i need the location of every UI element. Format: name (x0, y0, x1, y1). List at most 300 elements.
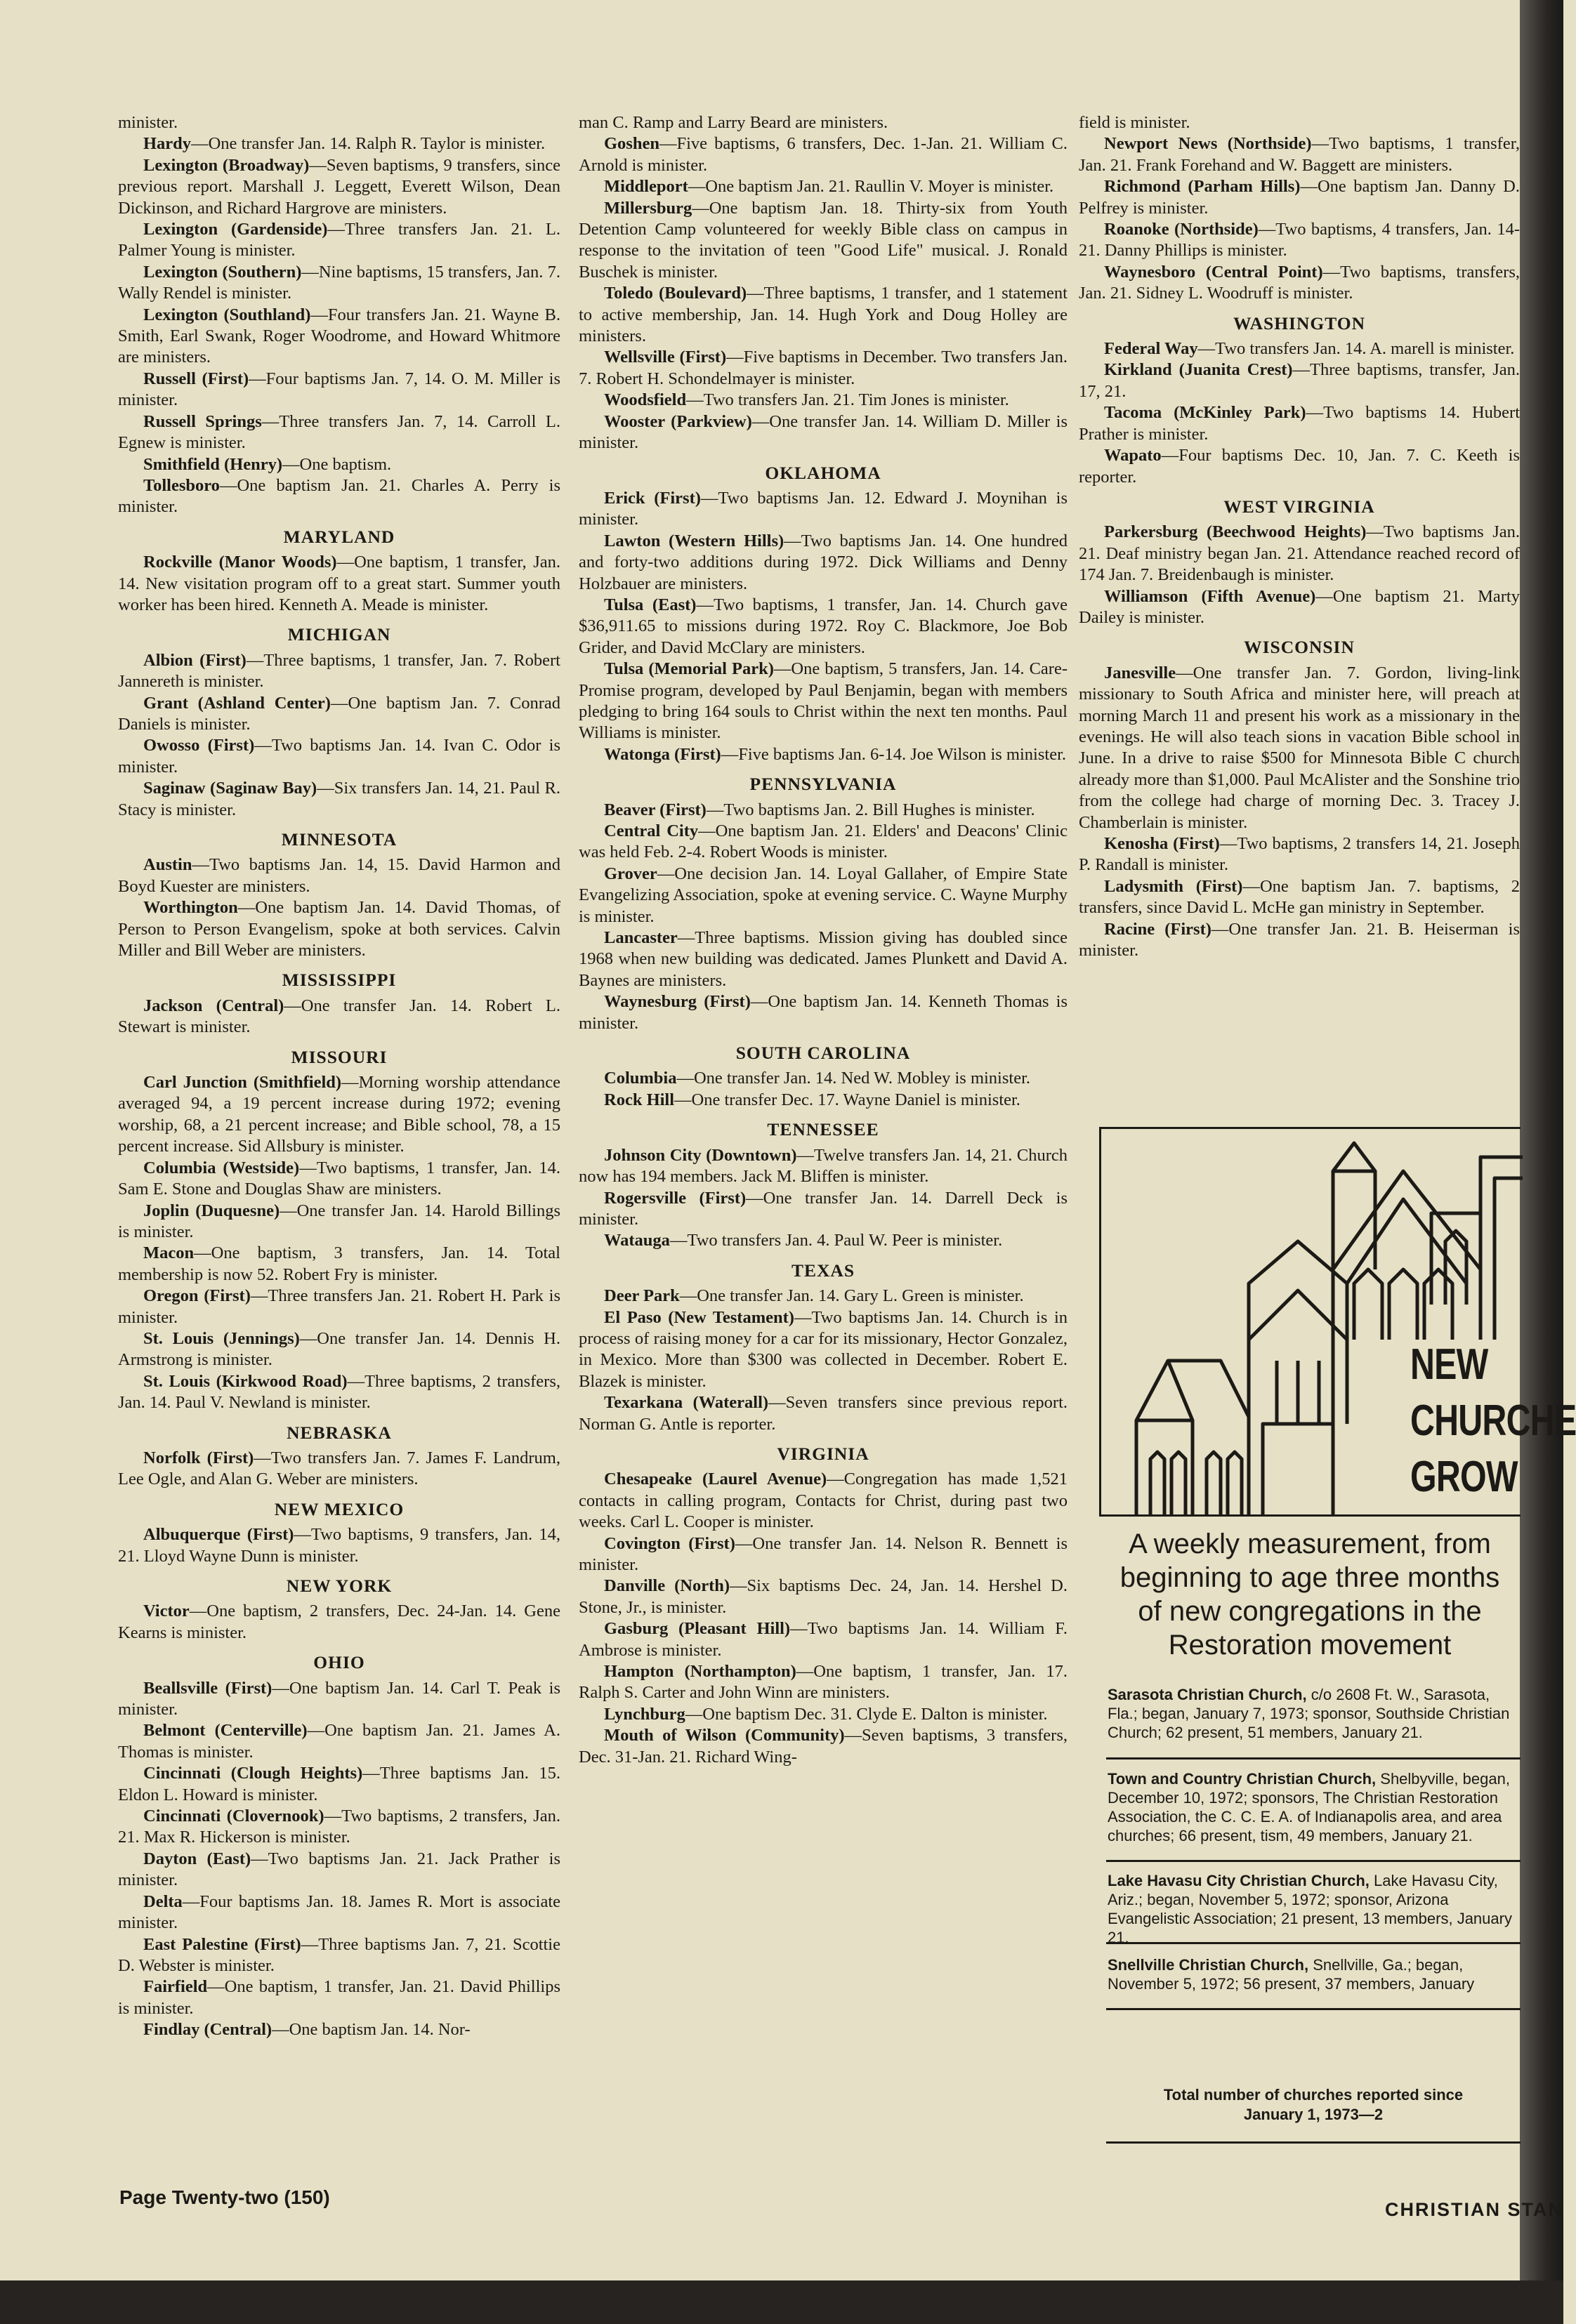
church-report (118, 1243, 560, 1286)
church-name: Belmont (Centerville) (143, 1721, 308, 1741)
church-name: Owosso (First) (143, 736, 255, 755)
church-report (579, 1704, 1068, 1725)
report-text: —One baptism Jan. 14. Nor- (272, 2020, 471, 2040)
church-name: Columbia (Westside) (143, 1158, 300, 1177)
ad-title-line-2: CHURCHE (1410, 1397, 1576, 1445)
ad-divider (1106, 2141, 1521, 2144)
report-text: —One baptism Jan. 14. David Thomas, of Person to Person Evangelism, spoke at both services. Calvin Miller and Bill Weber are ministers. (118, 898, 560, 960)
report-text: —Three transfers Jan. 21. L. Palmer Young is minister. (118, 220, 560, 260)
church-report (118, 1763, 560, 1806)
church-name: Macon (143, 1243, 195, 1263)
ad-divider (1106, 2008, 1521, 2010)
report-text: —Three baptisms, 2 transfers, Jan. 14. Paul V. Newland is minister. (118, 1371, 560, 1413)
report-text: —Seven transfers since previous report. Norman G. Antle is reporter. (579, 1393, 1068, 1434)
church-report (118, 1891, 560, 1934)
church-name: Federal Way (1104, 339, 1198, 359)
report-text: —Three baptisms Jan. 15. Eldon L. Howard is minister. (118, 1764, 560, 1804)
church-name: Lexington (Southern) (143, 262, 302, 282)
ad-church-name: Lake Havasu City Christian Church, (1108, 1872, 1370, 1889)
report-text: —One transfer Jan. 14. Nelson R. Bennett is minister. (579, 1533, 1068, 1574)
church-report (118, 305, 560, 369)
new-churches-advertisement (1099, 1127, 1576, 2166)
report-text: —Two baptisms, 2 transfers 14, 21. Joseph P. Randall is minister. (1079, 834, 1521, 875)
church-report (579, 744, 1068, 765)
state-heading: TENNESSEE (767, 1119, 879, 1140)
church-name: Saginaw (Saginaw Bay) (143, 779, 317, 798)
report-text: —One baptism Jan. 18. Thirty-six from Youth Detention Camp volunteered for weekly Bible class on campus in response to the invitation of teen "Good Life" musical. J. Ronald Buschek is minister. (579, 198, 1068, 282)
church-report (118, 552, 560, 616)
church-report (579, 1576, 1068, 1618)
report-text: —Three baptisms, 1 transfer, and 1 statement to active membership, Jan. 14. Hugh York and Doug Holley are ministers. (579, 284, 1068, 346)
report-text: —One baptism Dec. 31. Clyde E. Dalton is minister. (685, 1704, 1048, 1724)
report-text: —Three baptisms Jan. 7, 21. Scottie D. Webster is minister. (118, 1934, 560, 1975)
church-report (579, 198, 1068, 284)
church-report (1079, 359, 1520, 402)
church-name: Russell Springs (143, 411, 262, 431)
report-text: —One transfer Jan. 14. Gary L. Green is minister. (679, 1286, 1024, 1306)
church-name: Lawton (Western Hills) (604, 531, 784, 550)
church-name: Ladysmith (First) (1104, 876, 1243, 896)
church-name: Millersburg (604, 198, 692, 218)
state-heading: MISSISSIPPI (282, 970, 397, 991)
church-report (1079, 445, 1520, 488)
church-name: Grover (604, 864, 657, 883)
church-report (579, 1090, 1068, 1111)
report-text: —One decision Jan. 14. Loyal Gallaher, of Empire State Evangelizing Association, spoke at evening service. C. Wayne Murphy is minister. (579, 864, 1068, 926)
page-number: Page Twenty-two (150) (119, 2186, 330, 2208)
state-heading: VIRGINIA (777, 1443, 869, 1464)
church-name: Texarkana (Waterall) (604, 1393, 769, 1413)
report-text: —Five baptisms Jan. 6-14. Joe Wilson is minister. (721, 744, 1066, 764)
church-name: Middleport (604, 177, 688, 197)
state-heading: NEW MEXICO (274, 1498, 405, 1519)
binding-edge (1520, 0, 1563, 2324)
church-name: Rockville (Manor Woods) (143, 553, 337, 572)
report-text: —Two baptisms Jan. 2. Bill Hughes is minister. (706, 800, 1035, 819)
report-text: —One transfer Jan. 14. Ned W. Mobley is minister. (676, 1069, 1031, 1088)
church-name: Norfolk (First) (143, 1448, 254, 1467)
report-text: —Two transfers Jan. 21. Tim Jones is minister. (686, 390, 1009, 410)
church-name: Worthington (143, 898, 238, 918)
church-name: Lexington (Broadway) (143, 155, 310, 175)
report-text: —Morning worship attendance averaged 94, a 19 percent increase during 1972; evening worship, 68, a 21 percent increase; and Bible school, 78, a 15 percent increase. Sid Allsbury is minister. (118, 1073, 560, 1156)
church-report (1079, 833, 1520, 876)
church-name: Beallsville (First) (143, 1678, 272, 1698)
report-text: —Five baptisms, 6 transfers, Dec. 1-Jan. 21. William C. Arnold is minister. (579, 134, 1068, 175)
church-name: Kenosha (First) (1104, 834, 1220, 853)
report-text: —One baptism Jan. 14. Carl T. Peak is minister. (118, 1678, 560, 1719)
state-heading: MINNESOTA (281, 829, 398, 850)
state-heading: WASHINGTON (1233, 312, 1366, 334)
church-report (579, 1469, 1068, 1533)
report-text: —One baptism, 3 transfers, Jan. 14. Total membership is now 52. Robert Fry is minister. (118, 1243, 560, 1284)
ad-title-line-3: GROW (1410, 1453, 1518, 1501)
church-report (579, 488, 1068, 531)
report-text: —Two baptisms, 9 transfers, Jan. 14, 21. Lloyd Wayne Dunn is minister. (118, 1525, 561, 1566)
church-name: Goshen (604, 134, 659, 154)
church-name: Lexington (Southland) (143, 305, 311, 324)
church-name: Joplin (Duquesne) (143, 1201, 280, 1220)
column-1 (118, 112, 560, 2134)
church-report (118, 1371, 560, 1414)
church-name: Cincinnati (Clough Heights) (143, 1764, 363, 1783)
church-report (118, 1720, 560, 1763)
report-text: —Nine baptisms, 15 transfers, Jan. 7. Wally Rendel is minister. (118, 262, 560, 303)
ad-church-name: Snellville Christian Church, (1108, 1956, 1309, 1974)
ad-total-count: Total number of churches reported since January 1, 1973—2 (1163, 2086, 1464, 2123)
church-report (1079, 586, 1520, 629)
church-name: Jackson (Central) (143, 996, 284, 1015)
ad-church-details: c/o 2608 Ft. W., Sarasota, Fla.; began, January 7, 1973; sponsor, Southside Christian Church; 62 present, 51 members, January 21. (1108, 1686, 1510, 1741)
church-name: Rogersville (First) (604, 1188, 747, 1208)
report-text: —Two baptisms Jan. 21. Jack Prather is minister. (118, 1849, 560, 1890)
church-report (579, 112, 1068, 133)
church-report (118, 1328, 560, 1371)
report-text: —Five baptisms in December. Two transfers Jan. 7. Robert H. Schondelmayer is minister. (579, 348, 1068, 388)
report-text: —Two baptisms Jan. 14, 15. David Harmon and Boyd Kuester are ministers. (118, 855, 560, 896)
report-text: —One baptism Jan. 21. Charles A. Perry is minister. (118, 475, 560, 517)
church-report (579, 927, 1068, 991)
church-report (1079, 262, 1520, 305)
church-report (1079, 112, 1520, 133)
church-name: Wellsville (First) (604, 348, 727, 367)
report-text: —One baptism, 5 transfers, Jan. 14. Care-Promise program, developed by Paul Benjamin, began with members pledging to bring 164 souls to Christ within the next ten months. Paul Williams is minister. (579, 659, 1068, 743)
report-text: —Two baptisms, 1 transfer, Jan. 14. Church gave $36,911.65 to missions during 1972. Roy C. Blackmore, Joe Bob Grider, and David McClary are ministers. (579, 595, 1068, 657)
state-heading: WISCONSIN (1244, 637, 1355, 658)
church-report (118, 411, 560, 454)
church-name: Hardy (143, 134, 192, 154)
church-report (579, 1068, 1068, 1089)
church-name: Tollesboro (143, 475, 220, 495)
church-name: Tulsa (East) (604, 595, 697, 614)
ad-title-line-1: NEW (1410, 1340, 1488, 1389)
church-name: Johnson City (Downtown) (604, 1145, 797, 1165)
church-name: Wooster (Parkview) (604, 411, 752, 431)
church-report (118, 1072, 560, 1158)
report-text: —Two baptisms Jan. 14. Ivan C. Odor is minister. (118, 736, 560, 777)
ad-church-entry (1108, 1685, 1522, 1748)
church-report (118, 1286, 560, 1328)
church-report (1079, 876, 1520, 919)
church-name: Wapato (1104, 446, 1162, 466)
church-report (1079, 133, 1520, 176)
ad-divider (1106, 1757, 1521, 1759)
church-name: Fairfield (143, 1977, 208, 1997)
church-name: Watauga (604, 1231, 670, 1250)
report-text: —One baptism, 1 transfer, Jan. 21. David Phillips is minister. (118, 1977, 560, 2018)
report-text: —Four baptisms Dec. 10, Jan. 7. C. Keeth is reporter. (1079, 446, 1520, 487)
church-name: Central City (604, 821, 699, 840)
church-name: Smithfield (Henry) (143, 454, 283, 474)
state-heading: NEBRASKA (287, 1422, 392, 1443)
report-text: —Two transfers Jan. 14. A. marell is minister. (1197, 339, 1515, 359)
report-text: —Two baptisms Jan. 14. One hundred and forty-two additions during 1972. Dick Williams and Denny Holzbauer are ministers. (579, 531, 1068, 593)
church-name: Williamson (Fifth Avenue) (1104, 586, 1316, 606)
report-text: —Two baptisms, 1 transfer, Jan. 21. Frank Forehand and W. Baggett are ministers. (1079, 134, 1520, 175)
report-text: —One baptism, 2 transfers, Dec. 24-Jan. 14. Gene Kearns is minister. (118, 1602, 560, 1642)
report-text: —Twelve transfers Jan. 14, 21. Church now has 194 members. Jack M. Bliffen is minister. (579, 1145, 1068, 1187)
church-report (118, 897, 560, 961)
report-text: —Three baptisms, transfer, Jan. 17, 21. (1079, 360, 1520, 401)
ad-divider (1106, 1860, 1521, 1862)
state-heading: MISSOURI (291, 1046, 388, 1067)
ad-church-entry (1108, 1769, 1522, 1852)
state-heading: TEXAS (791, 1260, 855, 1281)
scan-border (0, 2280, 1563, 2324)
church-report (579, 411, 1068, 454)
state-heading: NEW YORK (286, 1576, 393, 1596)
church-name: St. Louis (Jennings) (143, 1328, 300, 1348)
publication-name: CHRISTIAN STAN (1385, 2199, 1563, 2220)
state-heading: MICHIGAN (287, 624, 391, 645)
report-text: —Two baptisms, 4 transfers, Jan. 14-21. Danny Phillips is minister. (1079, 220, 1520, 260)
church-report (118, 155, 560, 219)
report-text: —One transfer Jan. 14. Ralph R. Taylor is minister. (191, 134, 546, 154)
church-report (118, 1849, 560, 1891)
church-report (579, 176, 1068, 197)
church-report (579, 1286, 1068, 1307)
church-name: Roanoke (Northside) (1104, 220, 1259, 239)
church-name: Beaver (First) (604, 800, 707, 819)
ad-tagline-line: beginning to age three months (1119, 1562, 1500, 1593)
church-report (118, 262, 560, 305)
ad-church-details: Snellville, Ga.; began, November 5, 1972; 56 present, 37 members, January (1108, 1956, 1475, 1993)
report-text: —Seven baptisms, 9 transfers, since previous report. Marshall J. Leggett, Everett Wilson, Dean Dickinson, and Richard Hargrove are ministers. (118, 155, 560, 218)
church-name: Gasburg (Pleasant Hill) (604, 1619, 791, 1639)
church-report (118, 1524, 560, 1567)
report-text: —Two baptisms, transfers, Jan. 21. Sidney L. Woodruff is minister. (1079, 262, 1520, 303)
report-text: —Two baptisms Jan. 14. Church is in process of raising money for a car for its missionary, Hector Gonzalez, in Mexico. More than $300 was collected in December. Robert E. Blazek is minister. (579, 1307, 1068, 1391)
report-text: —One baptism Jan. 14. Kenneth Thomas is minister. (579, 992, 1068, 1033)
report-text: —One baptism, 1 transfer, Jan. 17. Ralph S. Carter and John Winn are ministers. (579, 1662, 1068, 1703)
report-text: —Four transfers Jan. 21. Wayne B. Smith, Earl Swank, Roger Woodrome, and Howard Whitmore are ministers. (118, 305, 560, 367)
report-text: —One baptism Jan. 7. baptisms, 2 transfers, since David L. McHe gan ministry in September. (1079, 876, 1520, 918)
report-text: —Two baptisms Jan. 12. Edward J. Moynihan is minister. (579, 488, 1068, 529)
church-name: Russell (First) (143, 369, 249, 388)
church-report (579, 1725, 1068, 1768)
ad-church-name: Town and Country Christian Church, (1108, 1770, 1377, 1788)
report-text: —One transfer Jan. 14. Robert L. Stewart is minister. (118, 996, 560, 1037)
report-text: —Two baptisms Jan. 21. Deaf ministry began Jan. 21. Attendance reached record of 174 Jan. 7. Breidenbaugh is minister. (1079, 522, 1520, 585)
report-text: —Seven baptisms, 3 transfers, Dec. 31-Jan. 21. Richard Wing- (579, 1726, 1068, 1767)
church-report (1079, 402, 1520, 445)
church-report (118, 1448, 560, 1491)
report-text: —One baptism Jan. 21. Elders' and Deacons' Clinic was held Feb. 2-4. Robert Woods is minister. (579, 821, 1068, 862)
state-heading: PENNSYLVANIA (749, 774, 897, 795)
church-report (579, 821, 1068, 864)
church-name: Dayton (East) (143, 1849, 251, 1868)
report-text: —Four baptisms Jan. 7, 14. O. M. Miller is minister. (118, 369, 560, 410)
church-report (1079, 338, 1520, 359)
report-text: —One baptism Jan. 7. Conrad Daniels is minister. (118, 693, 560, 734)
ad-artwork-frame (1099, 1127, 1576, 1517)
church-report (118, 735, 560, 778)
church-name: Richmond (Parham Hills) (1104, 177, 1301, 197)
state-heading: OKLAHOMA (765, 462, 881, 483)
ad-church-details: Lake Havasu City, Ariz.; began, November 5, 1972; sponsor, Arizona Evangelistic Association; 21 present, 13 members, January 21. (1108, 1872, 1512, 1946)
ad-tagline-line: of new congregations in the (1138, 1596, 1482, 1627)
church-report (579, 531, 1068, 595)
column-3 (1079, 112, 1520, 1151)
church-report (118, 454, 560, 475)
report-text: man C. Ramp and Larry Beard are ministers. (579, 113, 888, 132)
church-report (118, 133, 560, 154)
church-name: Deer Park (604, 1286, 680, 1306)
report-text: minister. (118, 113, 178, 132)
church-report (1079, 219, 1520, 262)
report-text: —Two transfers Jan. 7. James F. Landrum, Lee Ogle, and Alan G. Weber are ministers. (118, 1448, 560, 1489)
report-text: —One transfer Jan. 14. Darrell Deck is minister. (579, 1188, 1068, 1229)
report-text: —One baptism. (282, 454, 392, 474)
church-report (1079, 522, 1520, 586)
church-report (579, 864, 1068, 927)
church-report (579, 1145, 1068, 1188)
church-name: Woodsfield (604, 390, 687, 410)
church-name: Findlay (Central) (143, 2020, 272, 2040)
report-text: —One baptism Jan. 21. Raullin V. Moyer is minister. (688, 177, 1054, 197)
church-name: Rock Hill (604, 1090, 675, 1109)
report-text: —One transfer Jan. 14. William D. Miller is minister. (579, 411, 1068, 453)
church-name: Lancaster (604, 928, 678, 948)
church-report (118, 1976, 560, 2019)
state-heading: SOUTH CAROLINA (735, 1043, 911, 1064)
church-report (118, 1806, 560, 1849)
church-report (118, 1201, 560, 1243)
column-2 (579, 112, 1068, 2134)
state-heading: MARYLAND (283, 526, 395, 547)
church-name: St. Louis (Kirkwood Road) (143, 1371, 348, 1391)
report-text: —Three transfers Jan. 21. Robert H. Park is minister. (118, 1286, 560, 1327)
church-report (118, 1601, 560, 1644)
church-report (118, 778, 560, 821)
church-name: Chesapeake (Laurel Avenue) (604, 1470, 827, 1489)
church-report (579, 133, 1068, 176)
church-report (579, 991, 1068, 1034)
church-report (579, 1392, 1068, 1435)
church-name: Mouth of Wilson (Community) (604, 1726, 845, 1745)
church-report (118, 369, 560, 411)
church-name: Delta (143, 1891, 183, 1911)
church-name: Lexington (Gardenside) (143, 220, 328, 239)
report-text: —Two transfers Jan. 4. Paul W. Peer is minister. (669, 1231, 1003, 1250)
church-name: Albion (First) (143, 650, 247, 670)
church-report (118, 996, 560, 1038)
church-name: Newport News (Northside) (1104, 134, 1312, 154)
state-heading: WEST VIRGINIA (1223, 496, 1375, 517)
church-name: Carl Junction (Smithfield) (143, 1073, 342, 1092)
church-name: Watonga (First) (604, 744, 721, 764)
church-name: Hampton (Northampton) (604, 1662, 796, 1682)
church-report (118, 112, 560, 133)
ad-church-entry (1108, 1955, 1522, 1998)
church-report (118, 2019, 560, 2040)
church-name: Tulsa (Memorial Park) (604, 659, 774, 679)
report-text: —One transfer Jan. 21. B. Heiserman is minister. (1079, 919, 1520, 960)
church-name: Austin (143, 855, 192, 875)
church-report (579, 1307, 1068, 1393)
church-report (1079, 663, 1520, 833)
church-report (118, 1678, 560, 1721)
church-report (118, 1158, 560, 1201)
church-report (579, 390, 1068, 411)
church-name: Oregon (First) (143, 1286, 251, 1306)
report-text: —One baptism 21. Marty Dailey is minister. (1079, 586, 1520, 627)
report-text: —Two baptisms Jan. 14. William F. Ambrose is minister. (579, 1619, 1068, 1660)
church-report (579, 659, 1068, 744)
church-report (118, 650, 560, 693)
report-text: —Six baptisms Dec. 24, Jan. 14. Hershel D. Stone, Jr., is minister. (579, 1576, 1068, 1617)
report-text: —Two baptisms, 1 transfer, Jan. 14. Sam E. Stone and Douglas Shaw are ministers. (118, 1158, 561, 1199)
report-text: —Three baptisms. Mission giving has doubled since 1968 when new building was dedicated. James Plunkett and David A. Baynes are ministers. (579, 928, 1068, 990)
church-name: Kirkland (Juanita Crest) (1104, 360, 1293, 380)
church-name: Columbia (604, 1069, 677, 1088)
church-report (579, 283, 1068, 347)
ad-tagline (1099, 1527, 1521, 1662)
church-name: Lynchburg (604, 1704, 685, 1724)
church-report (579, 1230, 1068, 1251)
church-name: Albuquerque (First) (143, 1525, 294, 1545)
ad-church-details: Shelbyville, began, December 10, 1972; sponsors, The Christian Restoration Association, the C. C. E. A. of Indianapolis area, and area churches; 66 present, tism, 49 members, January 21. (1108, 1770, 1510, 1844)
church-report (1079, 919, 1520, 962)
church-report (579, 1661, 1068, 1704)
report-text: —Two baptisms 14. Hubert Prather is minister. (1079, 403, 1520, 444)
church-report (579, 1188, 1068, 1231)
report-text: —One transfer Jan. 7. Gordon, living-link missionary to South Africa and minister here, will preach at morning March 11 and present his work as a missionary in the evenings. He will also teach sions in vacation Bible school in June. In a drive to raise $500 for Minnesota Bible C church already more than $1,000. Paul McAlister and the Sonshine trio from the college had charge of morning Dec. 3. Tracey J. Chamberlain is minister. (1079, 663, 1520, 832)
church-report (118, 219, 560, 262)
ad-tagline-line: A weekly measurement, from (1129, 1529, 1491, 1559)
church-name: Toledo (Boulevard) (604, 284, 747, 303)
church-name: Covington (First) (604, 1533, 735, 1553)
church-name: Racine (First) (1104, 919, 1211, 939)
report-text: —One baptism Jan. 21. James A. Thomas is minister. (118, 1721, 560, 1762)
ad-tagline-line: Restoration movement (1168, 1630, 1452, 1661)
church-report (1079, 176, 1520, 219)
church-name: Victor (143, 1602, 190, 1621)
report-text: field is minister. (1079, 113, 1190, 132)
report-text: —One transfer Dec. 17. Wayne Daniel is minister. (674, 1090, 1020, 1109)
church-report (579, 595, 1068, 659)
church-name: East Palestine (First) (143, 1934, 301, 1954)
church-report (118, 1934, 560, 1977)
church-name: Waynesburg (First) (604, 992, 751, 1012)
ad-church-entry (1108, 1871, 1522, 1946)
report-text: —Two baptisms, 2 transfers, Jan. 21. Max R. Hickerson is minister. (118, 1807, 561, 1847)
church-name: Parkersburg (Beechwood Heights) (1104, 522, 1367, 542)
report-text: —Congregation has made 1,521 contacts in calling program, Contacts for Christ, during past two weeks. Carl L. Cooper is minister. (579, 1470, 1068, 1532)
report-text: —One transfer Jan. 14. Dennis H. Armstrong is minister. (118, 1328, 560, 1370)
church-name: Danville (North) (604, 1576, 730, 1596)
ad-divider (1106, 1942, 1521, 1944)
church-report (118, 693, 560, 736)
church-name: Janesville (1104, 663, 1176, 682)
church-name: El Paso (New Testament) (604, 1307, 794, 1327)
report-text: —Six transfers Jan. 14, 21. Paul R. Stacy is minister. (118, 779, 560, 819)
state-heading: OHIO (313, 1652, 365, 1673)
report-text: —One transfer Jan. 14. Harold Billings is minister. (118, 1201, 560, 1241)
church-report (579, 347, 1068, 390)
church-report (579, 1533, 1068, 1576)
church-report (579, 1618, 1068, 1661)
report-text: —One baptism, 1 transfer, Jan. 14. New visitation program off to a great start. Summer youth worker has been hired. Kenneth A. Meade is minister. (118, 553, 560, 614)
church-name: Grant (Ashland Center) (143, 693, 331, 713)
church-report (118, 475, 560, 518)
church-name: Cincinnati (Clovernook) (143, 1807, 324, 1826)
report-text: —Three baptisms, 1 transfer, Jan. 7. Robert Jannereth is minister. (118, 650, 560, 692)
church-name: Tacoma (McKinley Park) (1104, 403, 1306, 423)
report-text: —One baptism Jan. Danny D. Pelfrey is minister. (1079, 177, 1520, 218)
church-report (118, 854, 560, 897)
church-report (579, 800, 1068, 821)
